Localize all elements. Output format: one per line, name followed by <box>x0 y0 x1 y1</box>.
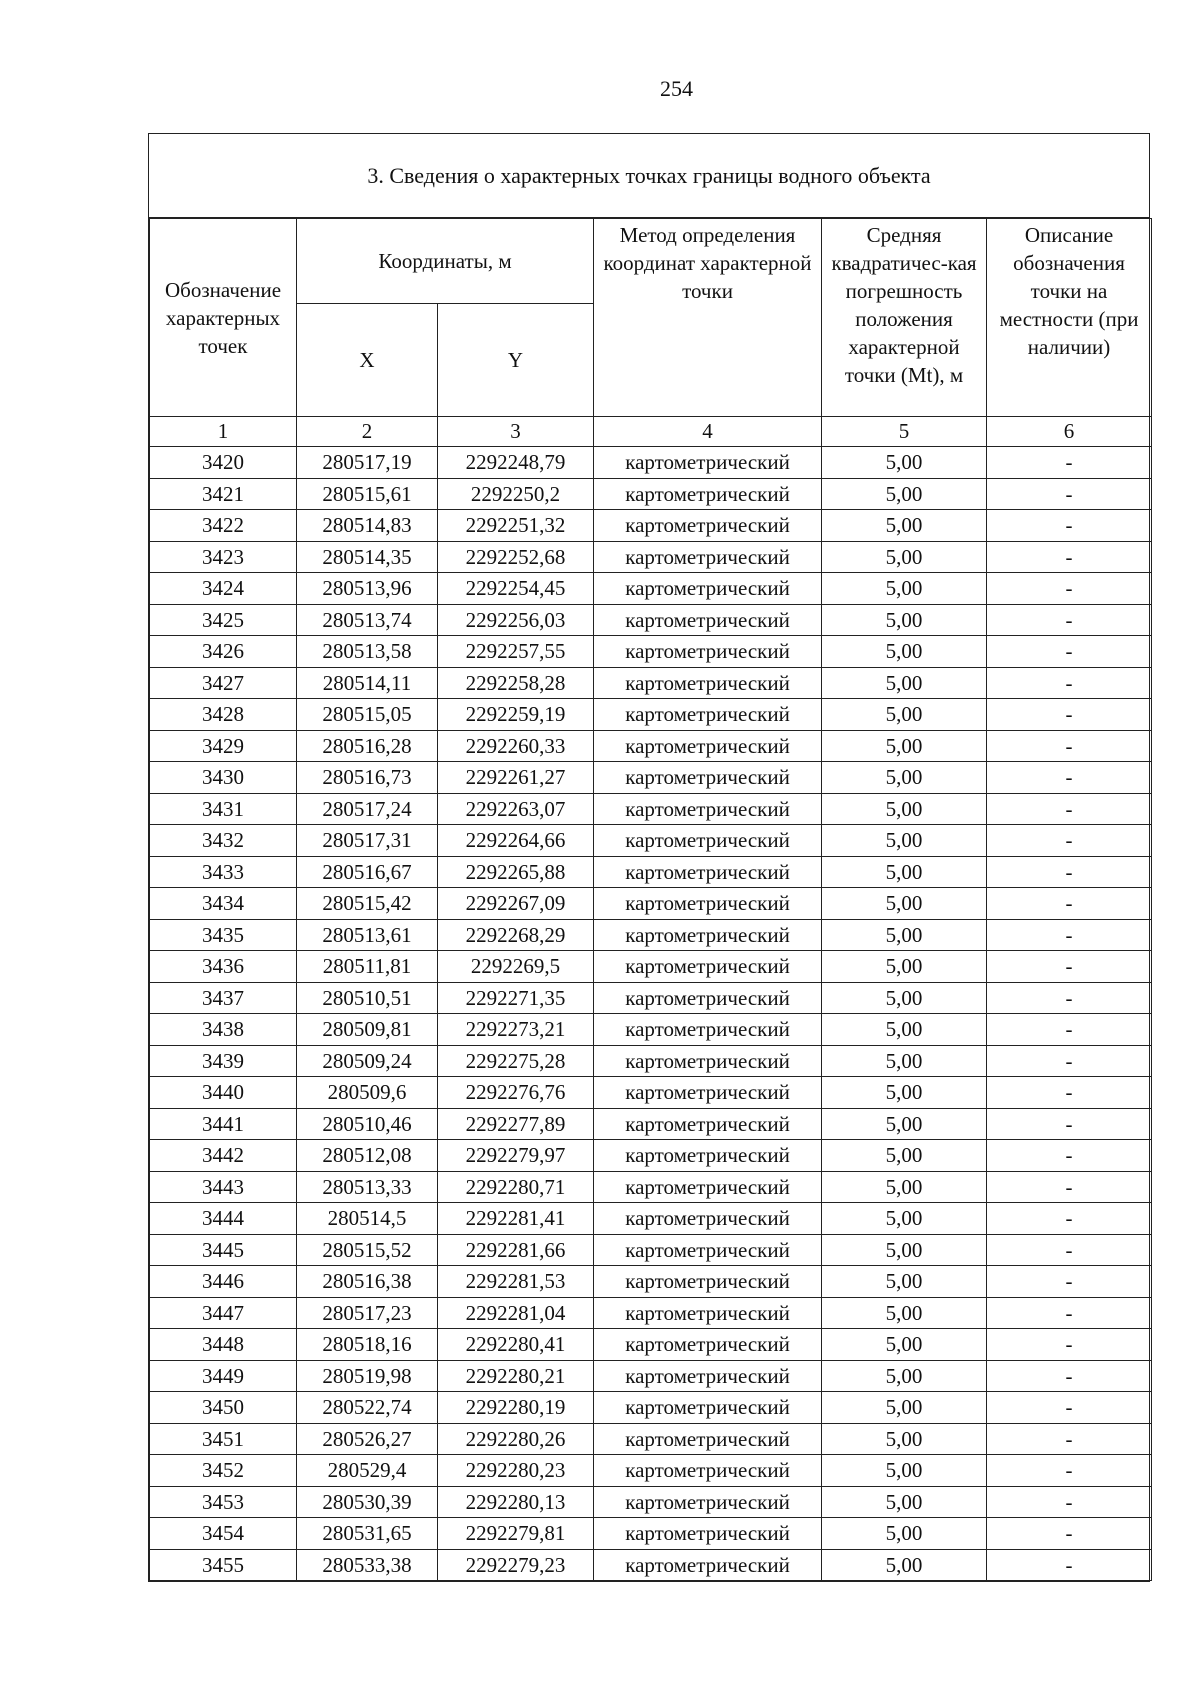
method-cell: картометрический <box>594 1549 822 1581</box>
accuracy-cell: 5,00 <box>822 541 987 573</box>
point-id-cell: 3428 <box>150 699 297 731</box>
table-row <box>150 1108 1152 1140</box>
table-row <box>150 1518 1152 1550</box>
y-coordinate-cell: 2292252,68 <box>438 541 594 573</box>
accuracy-cell: 5,00 <box>822 573 987 605</box>
method-cell: картометрический <box>594 825 822 857</box>
point-id-cell: 3435 <box>150 919 297 951</box>
method-cell: картометрический <box>594 1329 822 1361</box>
points-table <box>149 218 1152 1581</box>
point-id-cell: 3438 <box>150 1014 297 1046</box>
x-coordinate-cell: 280517,19 <box>297 447 438 479</box>
point-id-cell: 3424 <box>150 573 297 605</box>
y-coordinate-cell: 2292268,29 <box>438 919 594 951</box>
point-id-cell: 3420 <box>150 447 297 479</box>
accuracy-cell: 5,00 <box>822 1171 987 1203</box>
accuracy-cell: 5,00 <box>822 478 987 510</box>
column-number: 1 <box>150 417 297 447</box>
table-row <box>150 762 1152 794</box>
y-coordinate-cell: 2292261,27 <box>438 762 594 794</box>
table-row <box>150 982 1152 1014</box>
point-id-cell: 3431 <box>150 793 297 825</box>
description-cell: - <box>987 919 1152 951</box>
x-coordinate-cell: 280529,4 <box>297 1455 438 1487</box>
point-id-cell: 3443 <box>150 1171 297 1203</box>
description-cell: - <box>987 1140 1152 1172</box>
description-cell: - <box>987 541 1152 573</box>
description-cell: - <box>987 1108 1152 1140</box>
table-row <box>150 951 1152 983</box>
method-cell: картометрический <box>594 510 822 542</box>
description-cell: - <box>987 1234 1152 1266</box>
y-coordinate-cell: 2292259,19 <box>438 699 594 731</box>
x-coordinate-cell: 280514,35 <box>297 541 438 573</box>
x-coordinate-cell: 280530,39 <box>297 1486 438 1518</box>
x-coordinate-cell: 280514,5 <box>297 1203 438 1235</box>
method-cell: картометрический <box>594 1140 822 1172</box>
accuracy-cell: 5,00 <box>822 1108 987 1140</box>
point-id-cell: 3440 <box>150 1077 297 1109</box>
x-coordinate-cell: 280510,46 <box>297 1108 438 1140</box>
x-coordinate-cell: 280531,65 <box>297 1518 438 1550</box>
description-cell: - <box>987 636 1152 668</box>
method-cell: картометрический <box>594 1392 822 1424</box>
description-cell: - <box>987 1455 1152 1487</box>
point-id-cell: 3432 <box>150 825 297 857</box>
point-id-cell: 3423 <box>150 541 297 573</box>
accuracy-cell: 5,00 <box>822 982 987 1014</box>
description-cell: - <box>987 730 1152 762</box>
table-row <box>150 1171 1152 1203</box>
point-id-cell: 3449 <box>150 1360 297 1392</box>
accuracy-cell: 5,00 <box>822 1455 987 1487</box>
header-y: Y <box>438 304 594 417</box>
method-cell: картометрический <box>594 1171 822 1203</box>
y-coordinate-cell: 2292264,66 <box>438 825 594 857</box>
point-id-cell: 3445 <box>150 1234 297 1266</box>
accuracy-cell: 5,00 <box>822 856 987 888</box>
point-id-cell: 3444 <box>150 1203 297 1235</box>
y-coordinate-cell: 2292263,07 <box>438 793 594 825</box>
table-row <box>150 604 1152 636</box>
y-coordinate-cell: 2292280,23 <box>438 1455 594 1487</box>
method-cell: картометрический <box>594 1423 822 1455</box>
method-cell: картометрический <box>594 1455 822 1487</box>
y-coordinate-cell: 2292279,23 <box>438 1549 594 1581</box>
method-cell: картометрический <box>594 1486 822 1518</box>
accuracy-cell: 5,00 <box>822 919 987 951</box>
method-cell: картометрический <box>594 793 822 825</box>
description-cell: - <box>987 1486 1152 1518</box>
x-coordinate-cell: 280514,83 <box>297 510 438 542</box>
x-coordinate-cell: 280515,42 <box>297 888 438 920</box>
accuracy-cell: 5,00 <box>822 1045 987 1077</box>
table-row <box>150 1203 1152 1235</box>
x-coordinate-cell: 280515,05 <box>297 699 438 731</box>
column-number: 3 <box>438 417 594 447</box>
x-coordinate-cell: 280514,11 <box>297 667 438 699</box>
y-coordinate-cell: 2292250,2 <box>438 478 594 510</box>
y-coordinate-cell: 2292265,88 <box>438 856 594 888</box>
x-coordinate-cell: 280516,73 <box>297 762 438 794</box>
method-cell: картометрический <box>594 447 822 479</box>
y-coordinate-cell: 2292280,26 <box>438 1423 594 1455</box>
table-row <box>150 573 1152 605</box>
header-description: Описание обозначения точки на местности (при наличии) <box>987 219 1152 417</box>
y-coordinate-cell: 2292280,19 <box>438 1392 594 1424</box>
description-cell: - <box>987 1171 1152 1203</box>
description-cell: - <box>987 856 1152 888</box>
accuracy-cell: 5,00 <box>822 447 987 479</box>
point-id-cell: 3446 <box>150 1266 297 1298</box>
table-row <box>150 1455 1152 1487</box>
point-id-cell: 3421 <box>150 478 297 510</box>
y-coordinate-cell: 2292273,21 <box>438 1014 594 1046</box>
description-cell: - <box>987 1014 1152 1046</box>
description-cell: - <box>987 510 1152 542</box>
description-cell: - <box>987 699 1152 731</box>
method-cell: картометрический <box>594 1014 822 1046</box>
point-id-cell: 3441 <box>150 1108 297 1140</box>
method-cell: картометрический <box>594 478 822 510</box>
description-cell: - <box>987 1266 1152 1298</box>
column-number: 2 <box>297 417 438 447</box>
y-coordinate-cell: 2292269,5 <box>438 951 594 983</box>
y-coordinate-cell: 2292260,33 <box>438 730 594 762</box>
accuracy-cell: 5,00 <box>822 1549 987 1581</box>
description-cell: - <box>987 1077 1152 1109</box>
table-row <box>150 730 1152 762</box>
description-cell: - <box>987 447 1152 479</box>
accuracy-cell: 5,00 <box>822 793 987 825</box>
points-document <box>148 133 1150 1582</box>
accuracy-cell: 5,00 <box>822 1360 987 1392</box>
point-id-cell: 3427 <box>150 667 297 699</box>
table-row <box>150 636 1152 668</box>
method-cell: картометрический <box>594 1203 822 1235</box>
accuracy-cell: 5,00 <box>822 1518 987 1550</box>
method-cell: картометрический <box>594 1077 822 1109</box>
method-cell: картометрический <box>594 1108 822 1140</box>
description-cell: - <box>987 667 1152 699</box>
description-cell: - <box>987 793 1152 825</box>
accuracy-cell: 5,00 <box>822 825 987 857</box>
x-coordinate-cell: 280509,81 <box>297 1014 438 1046</box>
x-coordinate-cell: 280516,67 <box>297 856 438 888</box>
description-cell: - <box>987 951 1152 983</box>
point-id-cell: 3453 <box>150 1486 297 1518</box>
method-cell: картометрический <box>594 856 822 888</box>
point-id-cell: 3436 <box>150 951 297 983</box>
x-coordinate-cell: 280513,58 <box>297 636 438 668</box>
accuracy-cell: 5,00 <box>822 1203 987 1235</box>
y-coordinate-cell: 2292281,66 <box>438 1234 594 1266</box>
accuracy-cell: 5,00 <box>822 1014 987 1046</box>
method-cell: картометрический <box>594 636 822 668</box>
x-coordinate-cell: 280513,96 <box>297 573 438 605</box>
accuracy-cell: 5,00 <box>822 667 987 699</box>
accuracy-cell: 5,00 <box>822 1234 987 1266</box>
y-coordinate-cell: 2292254,45 <box>438 573 594 605</box>
description-cell: - <box>987 478 1152 510</box>
accuracy-cell: 5,00 <box>822 951 987 983</box>
description-cell: - <box>987 825 1152 857</box>
x-coordinate-cell: 280512,08 <box>297 1140 438 1172</box>
description-cell: - <box>987 888 1152 920</box>
method-cell: картометрический <box>594 1266 822 1298</box>
table-row <box>150 447 1152 479</box>
table-row <box>150 1266 1152 1298</box>
method-cell: картометрический <box>594 573 822 605</box>
point-id-cell: 3442 <box>150 1140 297 1172</box>
accuracy-cell: 5,00 <box>822 1266 987 1298</box>
table-row <box>150 856 1152 888</box>
point-id-cell: 3452 <box>150 1455 297 1487</box>
table-row <box>150 825 1152 857</box>
x-coordinate-cell: 280517,24 <box>297 793 438 825</box>
x-coordinate-cell: 280526,27 <box>297 1423 438 1455</box>
accuracy-cell: 5,00 <box>822 1077 987 1109</box>
method-cell: картометрический <box>594 1518 822 1550</box>
point-id-cell: 3451 <box>150 1423 297 1455</box>
accuracy-cell: 5,00 <box>822 604 987 636</box>
description-cell: - <box>987 1392 1152 1424</box>
method-cell: картометрический <box>594 951 822 983</box>
accuracy-cell: 5,00 <box>822 699 987 731</box>
column-number: 4 <box>594 417 822 447</box>
table-row <box>150 888 1152 920</box>
method-cell: картометрический <box>594 919 822 951</box>
method-cell: картометрический <box>594 699 822 731</box>
x-coordinate-cell: 280517,31 <box>297 825 438 857</box>
x-coordinate-cell: 280510,51 <box>297 982 438 1014</box>
page-number: 254 <box>660 76 693 101</box>
y-coordinate-cell: 2292275,28 <box>438 1045 594 1077</box>
point-id-cell: 3447 <box>150 1297 297 1329</box>
accuracy-cell: 5,00 <box>822 730 987 762</box>
method-cell: картометрический <box>594 1360 822 1392</box>
table-row <box>150 667 1152 699</box>
x-coordinate-cell: 280511,81 <box>297 951 438 983</box>
description-cell: - <box>987 1329 1152 1361</box>
table-row <box>150 541 1152 573</box>
method-cell: картометрический <box>594 667 822 699</box>
y-coordinate-cell: 2292279,81 <box>438 1518 594 1550</box>
header-coordinates: Координаты, м <box>297 219 594 304</box>
column-number: 5 <box>822 417 987 447</box>
y-coordinate-cell: 2292248,79 <box>438 447 594 479</box>
method-cell: картометрический <box>594 888 822 920</box>
y-coordinate-cell: 2292267,09 <box>438 888 594 920</box>
point-id-cell: 3422 <box>150 510 297 542</box>
accuracy-cell: 5,00 <box>822 510 987 542</box>
y-coordinate-cell: 2292257,55 <box>438 636 594 668</box>
description-cell: - <box>987 1423 1152 1455</box>
column-number: 6 <box>987 417 1152 447</box>
accuracy-cell: 5,00 <box>822 1329 987 1361</box>
point-id-cell: 3434 <box>150 888 297 920</box>
table-row <box>150 1045 1152 1077</box>
y-coordinate-cell: 2292279,97 <box>438 1140 594 1172</box>
point-id-cell: 3430 <box>150 762 297 794</box>
point-id-cell: 3433 <box>150 856 297 888</box>
table-row <box>150 1329 1152 1361</box>
method-cell: картометрический <box>594 604 822 636</box>
point-id-cell: 3439 <box>150 1045 297 1077</box>
header-method: Метод определения координат характерной точки <box>594 219 822 417</box>
table-row <box>150 1014 1152 1046</box>
accuracy-cell: 5,00 <box>822 762 987 794</box>
x-coordinate-cell: 280513,74 <box>297 604 438 636</box>
description-cell: - <box>987 1518 1152 1550</box>
description-cell: - <box>987 1203 1152 1235</box>
x-coordinate-cell: 280516,38 <box>297 1266 438 1298</box>
table-row <box>150 1234 1152 1266</box>
description-cell: - <box>987 982 1152 1014</box>
y-coordinate-cell: 2292281,53 <box>438 1266 594 1298</box>
y-coordinate-cell: 2292258,28 <box>438 667 594 699</box>
x-coordinate-cell: 280533,38 <box>297 1549 438 1581</box>
point-id-cell: 3425 <box>150 604 297 636</box>
description-cell: - <box>987 762 1152 794</box>
x-coordinate-cell: 280513,61 <box>297 919 438 951</box>
header-designation: Обозначение характерных точек <box>150 219 297 417</box>
section-title: 3. Сведения о характерных точках границы водного объекта <box>149 134 1149 218</box>
x-coordinate-cell: 280515,52 <box>297 1234 438 1266</box>
y-coordinate-cell: 2292276,76 <box>438 1077 594 1109</box>
header-x: X <box>297 304 438 417</box>
table-row <box>150 1423 1152 1455</box>
accuracy-cell: 5,00 <box>822 1297 987 1329</box>
y-coordinate-cell: 2292280,13 <box>438 1486 594 1518</box>
description-cell: - <box>987 573 1152 605</box>
accuracy-cell: 5,00 <box>822 636 987 668</box>
y-coordinate-cell: 2292280,71 <box>438 1171 594 1203</box>
x-coordinate-cell: 280518,16 <box>297 1329 438 1361</box>
x-coordinate-cell: 280516,28 <box>297 730 438 762</box>
table-row <box>150 1392 1152 1424</box>
x-coordinate-cell: 280517,23 <box>297 1297 438 1329</box>
accuracy-cell: 5,00 <box>822 1392 987 1424</box>
y-coordinate-cell: 2292281,04 <box>438 1297 594 1329</box>
point-id-cell: 3448 <box>150 1329 297 1361</box>
y-coordinate-cell: 2292277,89 <box>438 1108 594 1140</box>
table-row <box>150 510 1152 542</box>
x-coordinate-cell: 280509,6 <box>297 1077 438 1109</box>
method-cell: картометрический <box>594 982 822 1014</box>
description-cell: - <box>987 1045 1152 1077</box>
x-coordinate-cell: 280509,24 <box>297 1045 438 1077</box>
column-number-row <box>150 417 1152 447</box>
x-coordinate-cell: 280513,33 <box>297 1171 438 1203</box>
table-row <box>150 1297 1152 1329</box>
y-coordinate-cell: 2292280,41 <box>438 1329 594 1361</box>
description-cell: - <box>987 1297 1152 1329</box>
method-cell: картометрический <box>594 1045 822 1077</box>
description-cell: - <box>987 1360 1152 1392</box>
description-cell: - <box>987 604 1152 636</box>
table-row <box>150 1549 1152 1581</box>
accuracy-cell: 5,00 <box>822 1486 987 1518</box>
y-coordinate-cell: 2292271,35 <box>438 982 594 1014</box>
point-id-cell: 3437 <box>150 982 297 1014</box>
point-id-cell: 3450 <box>150 1392 297 1424</box>
description-cell: - <box>987 1549 1152 1581</box>
y-coordinate-cell: 2292281,41 <box>438 1203 594 1235</box>
table-row <box>150 1077 1152 1109</box>
accuracy-cell: 5,00 <box>822 888 987 920</box>
accuracy-cell: 5,00 <box>822 1140 987 1172</box>
header-accuracy: Средняя квадратичес-кая погрешность положения характерной точки (Mt), м <box>822 219 987 417</box>
table-row <box>150 478 1152 510</box>
method-cell: картометрический <box>594 1234 822 1266</box>
method-cell: картометрический <box>594 1297 822 1329</box>
point-id-cell: 3454 <box>150 1518 297 1550</box>
y-coordinate-cell: 2292251,32 <box>438 510 594 542</box>
x-coordinate-cell: 280522,74 <box>297 1392 438 1424</box>
method-cell: картометрический <box>594 541 822 573</box>
table-row <box>150 919 1152 951</box>
table-row <box>150 1360 1152 1392</box>
accuracy-cell: 5,00 <box>822 1423 987 1455</box>
table-row <box>150 793 1152 825</box>
table-row <box>150 699 1152 731</box>
point-id-cell: 3429 <box>150 730 297 762</box>
x-coordinate-cell: 280515,61 <box>297 478 438 510</box>
table-row <box>150 1140 1152 1172</box>
method-cell: картометрический <box>594 762 822 794</box>
table-row <box>150 1486 1152 1518</box>
y-coordinate-cell: 2292256,03 <box>438 604 594 636</box>
x-coordinate-cell: 280519,98 <box>297 1360 438 1392</box>
method-cell: картометрический <box>594 730 822 762</box>
y-coordinate-cell: 2292280,21 <box>438 1360 594 1392</box>
point-id-cell: 3455 <box>150 1549 297 1581</box>
point-id-cell: 3426 <box>150 636 297 668</box>
